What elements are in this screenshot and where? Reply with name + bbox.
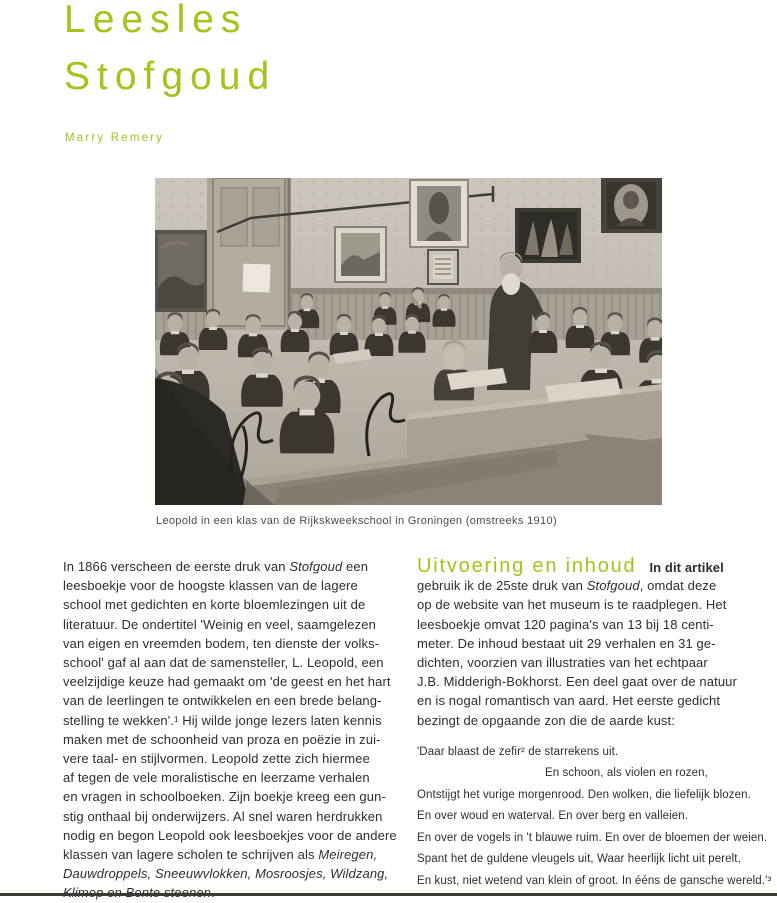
text-line: en is nogal romantisch van aard. Het eerste gedicht [417, 693, 721, 709]
text-line: maken met de schoonheid van proza en poëzie in zui- [63, 731, 381, 747]
bottom-rule [0, 893, 777, 896]
poem [417, 742, 772, 893]
author-byline: Marry Remery [65, 132, 165, 144]
text-line: van de leerlingen te ontwikkelen en een brede belang- [63, 693, 382, 709]
classroom-photo-graphic [155, 178, 662, 505]
left-column [63, 557, 408, 903]
text-line: op de website van het museum is te raadplegen. Het [417, 597, 727, 613]
text-line: veelzijdige keuze had gemaakt om 'de geest en het hart [63, 674, 391, 690]
text-line: school met gedichten en korte bloemlezingen uit de [63, 597, 366, 613]
text-line: Spant het de guldene vleugels uit, Waar heerlijk licht uit perelt, [417, 853, 741, 866]
text-line: van eigen en vreemden bodem, ten dienste der volks- [63, 635, 380, 651]
text-line: J.B. Midderigh-Bokhorst. Een deel gaat over de natuur [417, 674, 737, 690]
text-line: nodig en begon Leopold ook leesboekjes voor de andere [63, 827, 397, 843]
text-line: bezingt de opgaande zon die de aarde kust: [417, 712, 676, 728]
text-line: Dauwdroppels, Sneeuwvlokken, Mosroosjes, Wildzang, [63, 866, 389, 882]
right-column-body [417, 576, 769, 730]
classroom-photo [155, 178, 662, 505]
text-line: In 1866 verscheen de eerste druk van Stofgoud een [63, 559, 369, 574]
text-line: En over woud en waterval. En over berg en valleien. [417, 810, 689, 823]
text-line: meter. De inhoud bestaat uit 29 verhalen en 31 ge- [417, 635, 716, 651]
text-line: en vragen in schoolboeken. Zijn boekje kreeg een gun- [63, 789, 386, 805]
section-lead-in: In dit artikel [649, 560, 724, 575]
section-heading-row [417, 557, 769, 576]
text-line: leesboekje voor de hoogste klassen van de lagere [63, 578, 358, 594]
text-line: af tegen de vele moralistische en leerzame verhalen [63, 770, 370, 786]
title-line-2: Stofgoud [64, 55, 277, 98]
text-line: school' gaf al aan dat de samensteller, L. Leopold, een [63, 655, 384, 671]
text-line: leesboekje omvat 120 pagina's van 13 bij 18 centi- [417, 616, 714, 632]
photo-caption: Leopold in een klas van de Rijkskweekschool in Groningen (omstreeks 1910) [156, 515, 557, 527]
page-title [64, 0, 276, 105]
text-line: En over de vogels in 't blauwe ruim. En over de bloemen der weien. [417, 831, 768, 844]
text-line: literatuur. De ondertitel 'Weinig en veel, saamgelezen [63, 616, 376, 632]
section-heading: Uitvoering en inhoud [417, 555, 637, 577]
right-column [417, 555, 772, 892]
text-line: En schoon, als violen en rozen, [545, 767, 708, 780]
text-line: klassen van lagere scholen te schrijven als Meiregen, [63, 847, 378, 863]
text-line: En kust, niet wetend van klein of groot. In ééns de gansche wereld.'³ [417, 874, 772, 887]
text-line: stelling te wekken'.¹ Hij wilde jonge lezers laten kennis [63, 712, 382, 728]
text-line: dichten, voorzien van illustraties van het echtpaar [417, 655, 708, 670]
title-line-1: Leesles [64, 0, 248, 41]
text-line: stig onthaal bij onderwijzers. Al snel waren herdrukken [63, 808, 383, 824]
text-line: vere taal- en stijlvormen. Leopold zette zich hiermee [63, 751, 370, 767]
text-line: gebruik ik de 25ste druk van Stofgoud, omdat deze [417, 578, 717, 594]
text-line: 'Daar blaast de zefir² de starrekens uit. [417, 745, 619, 758]
text-line: Ontstijgt het vurige morgenrood. Den wolken, die liefelijk blozen. [417, 788, 751, 801]
